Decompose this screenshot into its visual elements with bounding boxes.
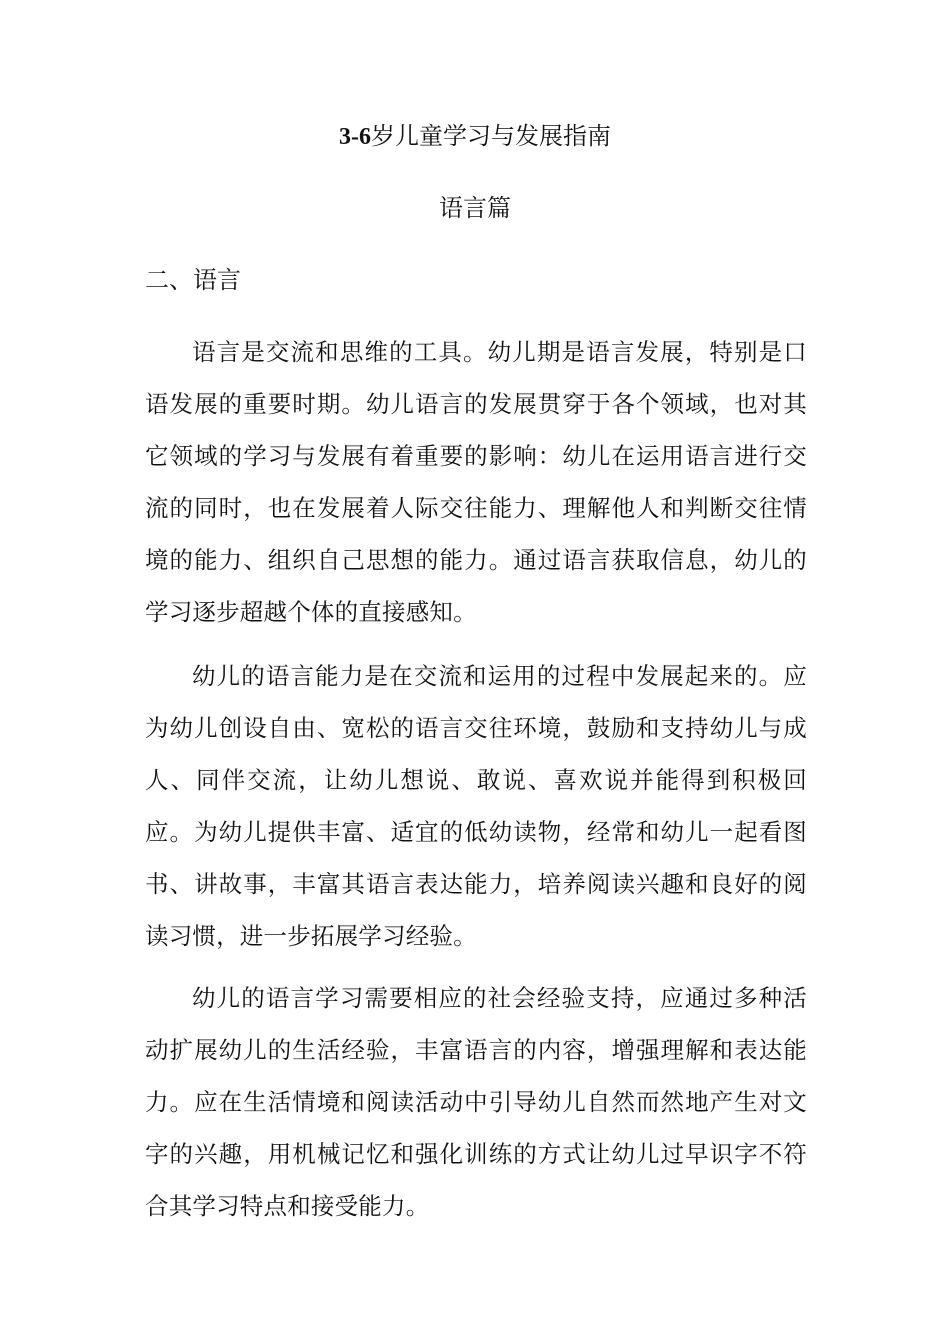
paragraph-1: 语言是交流和思维的工具。幼儿期是语言发展，特别是口语发展的重要时期。幼儿语言的发展贯穿于各个领域，也对其它领域的学习与发展有着重要的影响：幼儿在运用语言进行交流的同时，也在发展着人际交往能力、理解他人和判断交往情境的能力、组织自己思想的能力。通过语言获取信息，幼儿的学习逐步超越个体的直接感知。 [145, 338, 807, 626]
document-title [0, 118, 950, 155]
document-subtitle: 语言篇 [439, 194, 511, 222]
section-heading: 二、语言 [145, 266, 241, 294]
paragraph-2: 幼儿的语言能力是在交流和运用的过程中发展起来的。应为幼儿创设自由、宽松的语言交往环境，鼓励和支持幼儿与成人、同伴交流，让幼儿想说、敢说、喜欢说并能得到积极回应。为幼儿提供丰富、适宜的低幼读物，经常和幼儿一起看图书、讲故事，丰富其语言表达能力，培养阅读兴趣和良好的阅读习惯，进一步拓展学习经验。 [145, 662, 807, 950]
title-text: 岁儿童学习与发展指南 [371, 122, 611, 150]
paragraph-3: 幼儿的语言学习需要相应的社会经验支持，应通过多种活动扩展幼儿的生活经验，丰富语言的内容，增强理解和表达能力。应在生活情境和阅读活动中引导幼儿自然而然地产生对文字的兴趣，用机械记忆和强化训练的方式让幼儿过早识字不符合其学习特点和接受能力。 [145, 984, 807, 1220]
title-number: 3-6 [339, 124, 371, 150]
